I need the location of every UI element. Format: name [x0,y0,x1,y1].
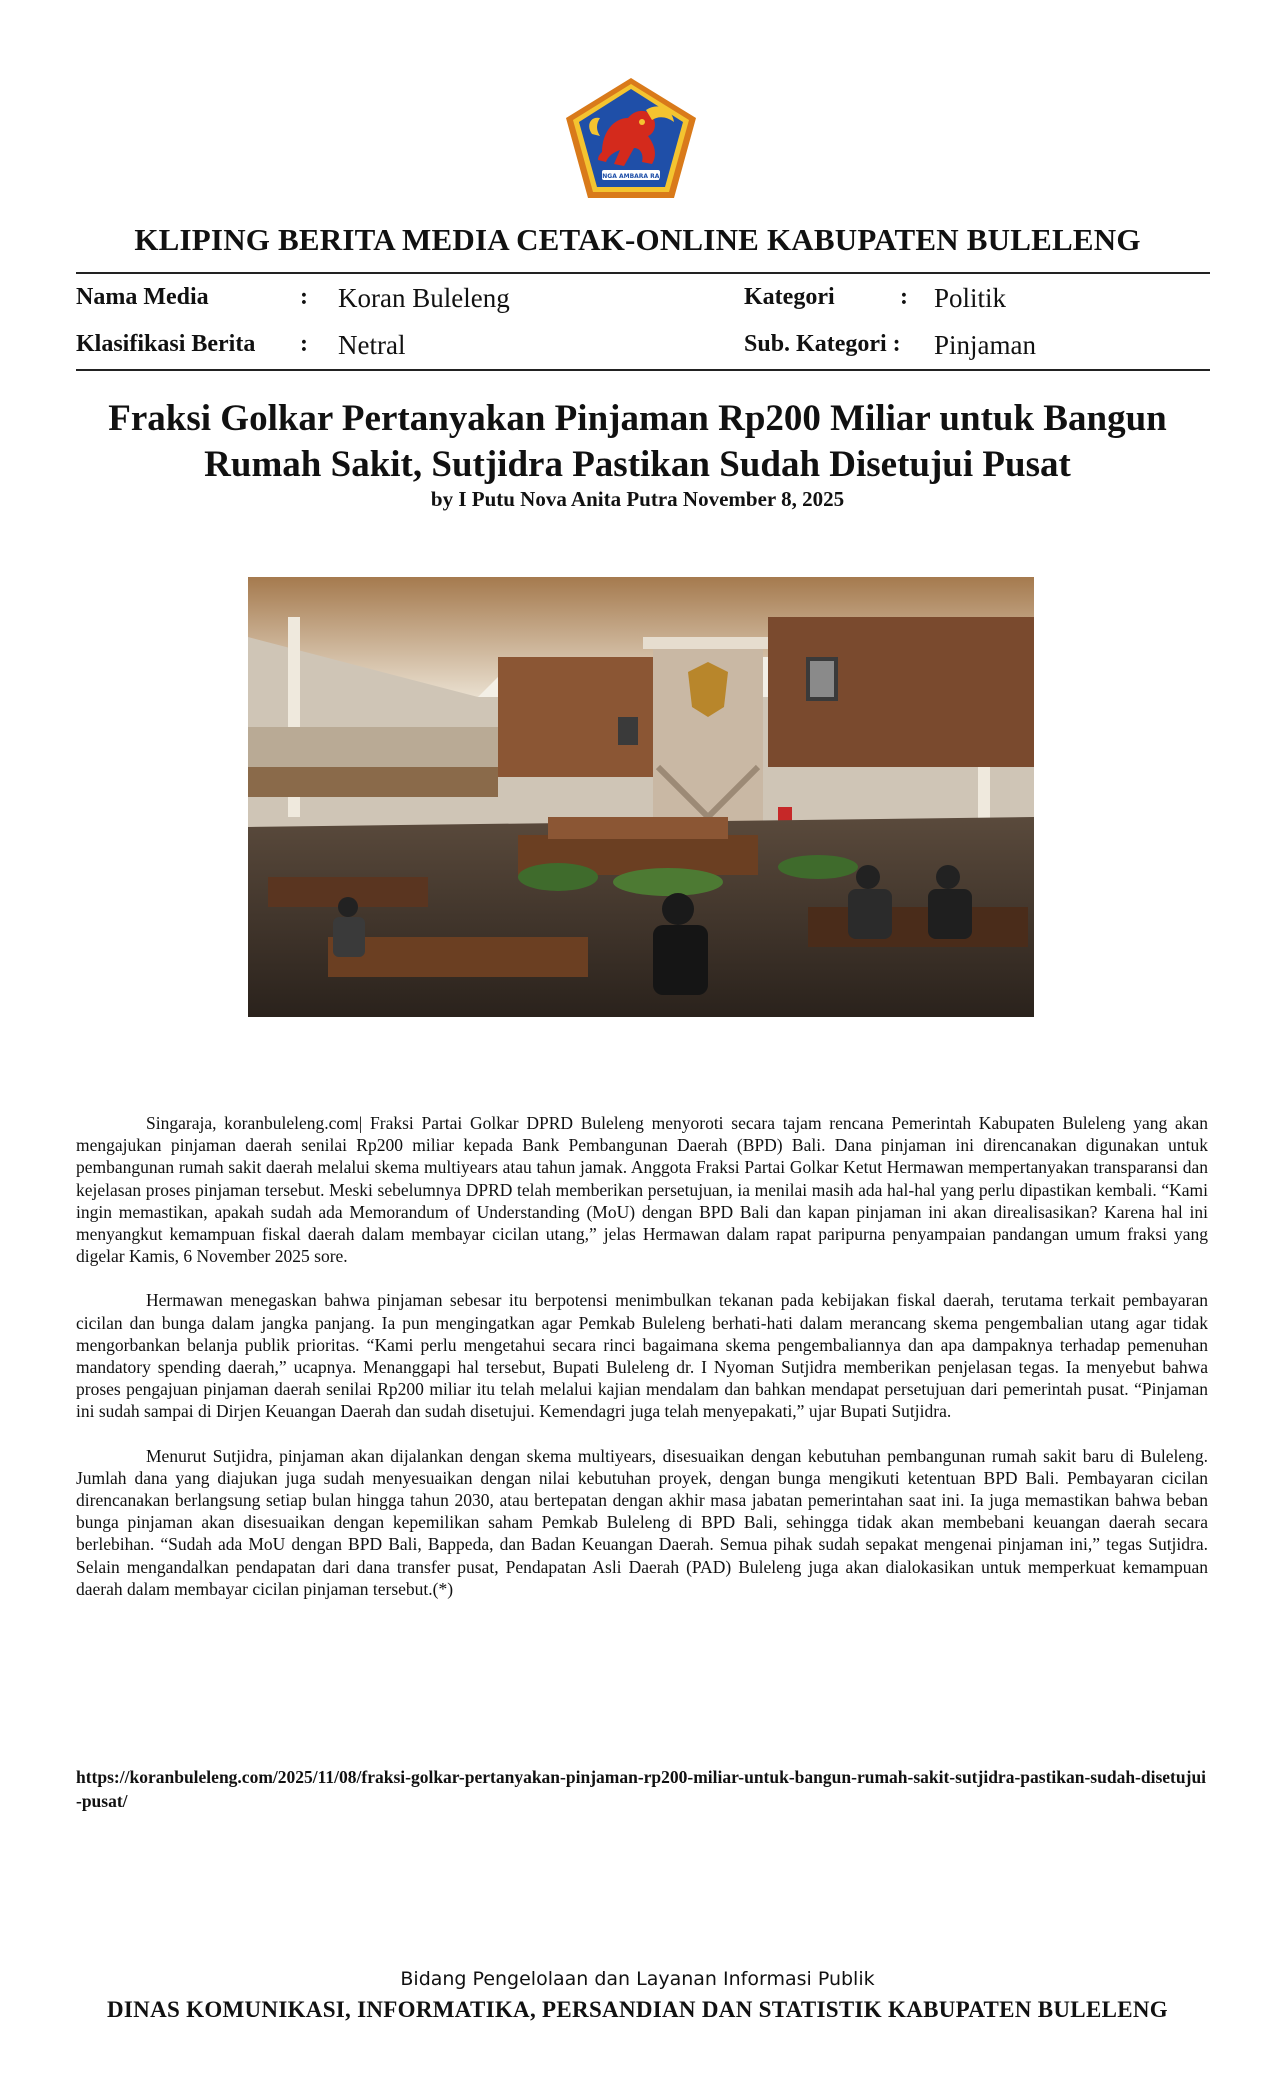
svg-text:SINGA AMBARA RAJA: SINGA AMBARA RAJA [595,173,667,180]
klasifikasi-value: Netral [338,330,406,360]
regency-logo [562,74,700,202]
article-photo [248,577,1034,1017]
subkategori-value: Pinjaman [934,330,1036,360]
article-paragraph: Singaraja, koranbuleleng.com| Fraksi Partai Golkar DPRD Buleleng menyoroti secara tajam rencana Pemerintah Kabupaten Buleleng yang akan mengajukan pinjaman daerah senilai Rp200 miliar kepada Bank Pembangunan Daerah (BPD) Bali. Dana pinjaman ini direncanakan digunakan untuk pembangunan rumah sakit daerah melalui skema multiyears atau tahun jamak. Anggota Fraksi Partai Golkar Ketut Hermawan mempertanyakan transparansi dan kejelasan proses pinjaman tersebut. Meski sebelumnya DPRD telah memberikan persetujuan, ia menilai masih ada hal-hal yang perlu dipastikan kembali. “Kami ingin memastikan, apakah sudah ada Memorandum of Understanding (MoU) dengan BPD Bali dan kapan pinjaman ini akan direalisasikan? Karena hal ini menyangkut kemampuan fiskal daerah dalam membayar cicilan utang,” jelas Hermawan dalam rapat paripurna penyampaian pandangan umum fraksi yang digelar Kamis, 6 November 2025 sore. [76,1113,1208,1267]
media-colon: : [300,284,308,310]
media-value: Koran Buleleng [338,283,510,313]
header-divider-top [76,272,1210,274]
article-paragraph: Menurut Sutjidra, pinjaman akan dijalankan dengan skema multiyears, disesuaikan dengan kebutuhan pembangunan rumah sakit baru di Buleleng. Jumlah dana yang diajukan juga sudah menyesuaikan dengan nilai kebutuhan proyek, dengan bunga mengikuti ketentuan BPD Bali. Pembayaran cicilan direncanakan berlangsung setiap bulan hingga tahun 2030, atau bertepatan dengan akhir masa jabatan pemerintahan saat ini. Ia juga memastikan bahwa beban bunga pinjaman akan disesuaikan dengan kepemilikan saham Pemkab Buleleng di BPD Bali, sehingga tidak akan membebani keuangan daerah secara berlebihan. “Sudah ada MoU dengan BPD Bali, Bappeda, dan Badan Keuangan Daerah. Semua pihak sudah sepakat mengenai pinjaman ini,” tegas Sutjidra. Selain mengandalkan pendapatan dari dana transfer pusat, Pendapatan Asli Daerah (PAD) Buleleng juga akan dialokasikan untuk memperkuat kemampuan daerah dalam membayar cicilan pinjaman tersebut.(*) [76,1445,1208,1599]
kategori-label: Kategori [744,284,835,310]
footer-agency: DINAS KOMUNIKASI, INFORMATIKA, PERSANDIAN DAN STATISTIK KABUPATEN BULELENG [107,1997,1168,2022]
kategori-colon: : [900,284,908,310]
subkategori-label: Sub. Kategori : [744,331,901,357]
article-body [76,1112,1208,1622]
source-url[interactable]: https://koranbuleleng.com/2025/11/08/fraksi-golkar-pertanyakan-pinjaman-rp200-miliar-untuk-bangun-rumah-sakit-sutjidra-pastikan-sudah-disetujui-pusat/ [76,1767,1207,1811]
article-title: Fraksi Golkar Pertanyakan Pinjaman Rp200 Miliar untuk Bangun Rumah Sakit, Sutjidra Pastikan Sudah Disetujui Pusat [108,398,1167,485]
header-divider-bottom [76,369,1210,371]
regency-emblem-icon [562,74,700,202]
footer-division: Bidang Pengelolaan dan Layanan Informasi Publik [400,1968,875,1990]
article-paragraph: Hermawan menegaskan bahwa pinjaman sebesar itu berpotensi menimbulkan tekanan pada kebijakan fiskal daerah, terutama terkait pembayaran cicilan dan bunga dalam jangka panjang. Ia pun mengingatkan agar Pemkab Buleleng berhati-hati dalam merancang skema pengembalian utang agar tidak mengorbankan belanja publik prioritas. “Kami perlu mengetahui secara rinci bagaimana skema pengembaliannya dan apa dampaknya terhadap pemenuhan mandatory spending daerah,” ucapnya. Menanggapi hal tersebut, Bupati Buleleng dr. I Nyoman Sutjidra memberikan penjelasan tegas. Ia menyebut bahwa proses pengajuan pinjaman daerah senilai Rp200 miliar itu telah melalui kajian mendalam dan bahkan mendapat persetujuan dari pemerintah pusat. “Pinjaman ini sudah sampai di Dirjen Keuangan Daerah dan sudah disetujui. Kemendagri juga telah menyepakati,” ujar Bupati Sutjidra. [76,1290,1208,1422]
kategori-value: Politik [934,283,1007,313]
klasifikasi-colon: : [300,331,308,357]
clipping-header-title: KLIPING BERITA MEDIA CETAK-ONLINE KABUPATEN BULELENG [134,222,1141,257]
media-label: Nama Media [76,284,209,310]
article-byline: by I Putu Nova Anita Putra November 8, 2025 [430,487,845,511]
klasifikasi-label: Klasifikasi Berita [76,331,256,357]
